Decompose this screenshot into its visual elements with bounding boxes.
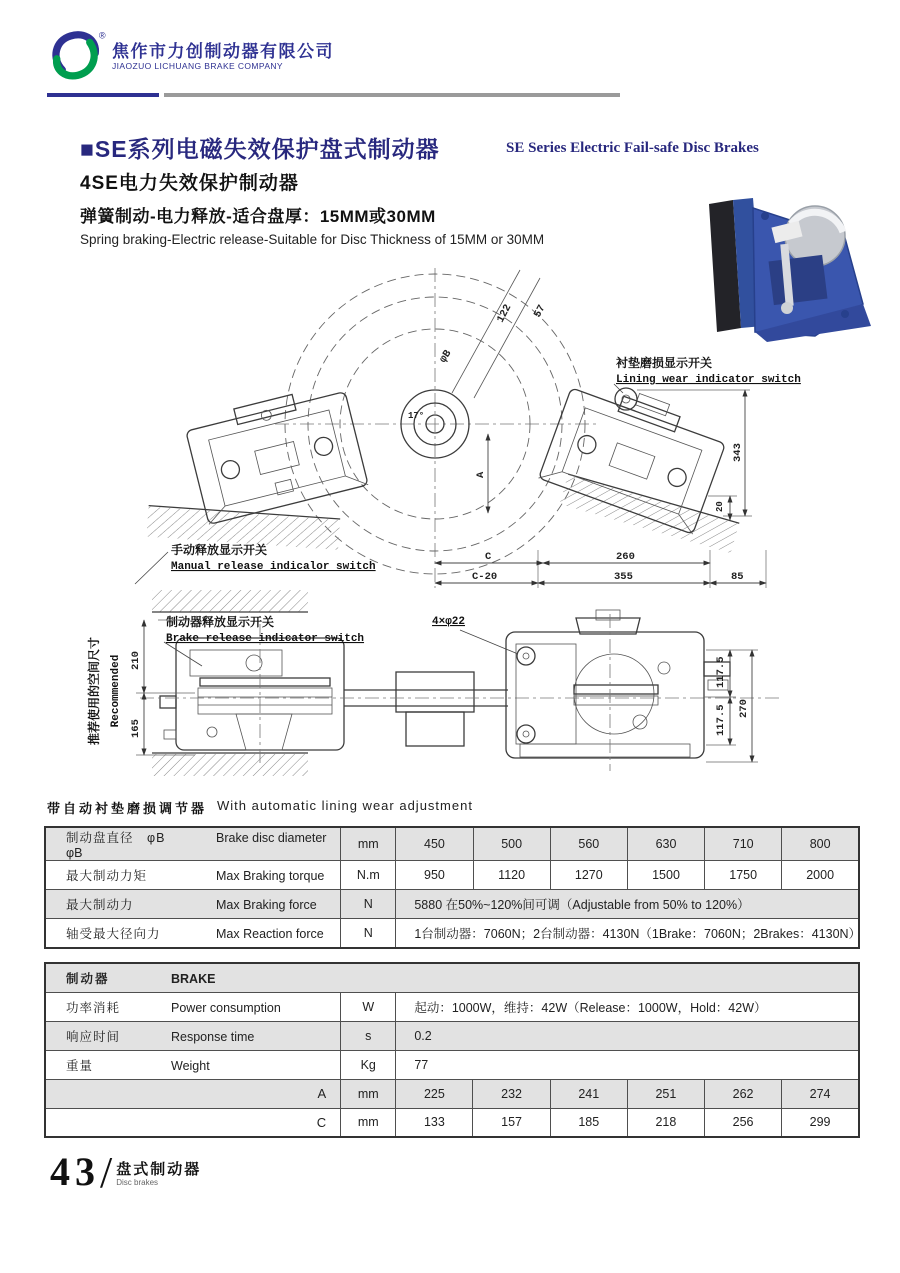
row-label-C: C — [45, 1108, 341, 1137]
header-rule-gray — [164, 93, 620, 97]
series-title-cn: ■SE系列电磁失效保护盘式制动器 — [80, 136, 440, 162]
ground-right — [560, 474, 740, 553]
value-cell: 1120 — [473, 861, 550, 890]
model-title-cn: 4SE电力失效保护制动器 — [80, 173, 299, 194]
dim-270: 270 — [738, 699, 750, 718]
manual-release-label-en: Manual release indicalor switch — [171, 561, 376, 573]
lining-wear-switch — [615, 388, 637, 410]
series-title-en: SE Series Electric Fail-safe Disc Brakes — [506, 140, 759, 156]
unit-cell: N.m — [341, 861, 396, 890]
value-cell: 2000 — [782, 861, 859, 890]
value-cell: 630 — [627, 827, 704, 861]
dim-phiB: φB — [437, 348, 455, 366]
value-cell: 232 — [473, 1079, 550, 1108]
table-row — [45, 890, 859, 919]
manual-release-label-cn: 手动释放显示开关 — [171, 543, 268, 557]
unit-cell: mm — [341, 827, 396, 861]
dim-57: 57 — [531, 303, 549, 320]
value-cell: 800 — [782, 827, 859, 861]
dim-165: 165 — [130, 719, 142, 738]
merged-value-cell: 1台制动器：7060N；2台制动器：4130N（1Brake：7060N；2Brakes：4130N） — [396, 919, 859, 948]
value-cell: 185 — [550, 1108, 627, 1137]
value-cell: 251 — [627, 1079, 704, 1108]
table-row — [45, 827, 859, 861]
row-label: 响应时间 Response time — [45, 1021, 341, 1050]
dim-355: 355 — [614, 571, 633, 583]
recommended-label-en: Recommended — [110, 654, 122, 728]
table-row — [45, 1079, 859, 1108]
dim-A: A — [475, 471, 487, 478]
value-cell: 1500 — [627, 861, 704, 890]
table-row — [45, 1050, 859, 1079]
page-number: 43 — [50, 1149, 100, 1194]
brake-header-cell: 制动器 BRAKE — [45, 963, 859, 992]
value-cell: 950 — [396, 861, 473, 890]
dim-117-bottom: 117.5 — [715, 704, 727, 736]
unit-cell: s — [341, 1021, 396, 1050]
value-cell: 225 — [396, 1079, 473, 1108]
dim-117-top: 117.5 — [715, 656, 727, 688]
table-row — [45, 1021, 859, 1050]
table-row — [45, 1108, 859, 1137]
plan-view — [135, 268, 801, 588]
value-cell: 274 — [782, 1079, 859, 1108]
bolt-holes-label: 4×φ22 — [432, 616, 466, 628]
dim-20: 20 — [715, 501, 725, 512]
unit-cell: W — [341, 992, 396, 1021]
spec-line-en: Spring braking-Electric release-Suitable for Disc Thickness of 15MM or 30MM — [80, 232, 545, 247]
spec-table-2 — [44, 962, 860, 1138]
value-cell: 710 — [705, 827, 782, 861]
row-label-A: A — [45, 1079, 341, 1108]
footer-section-cn: 盘式制动器 — [116, 1161, 202, 1178]
value-cell: 1750 — [705, 861, 782, 890]
logo-green-swirl — [57, 42, 95, 75]
engineering-drawing — [40, 266, 860, 791]
unit-cell: N — [341, 919, 396, 948]
brake-release-label-en: Brake release indicator switch — [166, 633, 365, 645]
value-cell: 262 — [705, 1079, 782, 1108]
footer-section — [116, 1152, 201, 1187]
footer-section-en: Disc brakes — [116, 1178, 159, 1187]
merged-value-cell: 起动：1000W，维持：42W（Release：1000W，Hold：42W） — [396, 992, 859, 1021]
table-row — [45, 861, 859, 890]
header-rule-navy — [47, 93, 159, 97]
auto-adjust-note — [47, 798, 473, 817]
caliper-left-plan — [183, 382, 368, 525]
value-cell: 1270 — [550, 861, 627, 890]
registered-mark: ® — [98, 30, 106, 41]
wall-bottom — [152, 753, 308, 776]
page-footer — [50, 1148, 202, 1197]
merged-value-cell: 77 — [396, 1050, 859, 1079]
merged-value-cell: 5880 在50%~120%间可调（Adjustable from 50% to 120%） — [396, 890, 859, 919]
dim-260: 260 — [616, 551, 635, 563]
dim-angle-17: 17° — [408, 411, 425, 421]
row-label: 制动盘直径 φB Brake disc diameter φB — [45, 827, 341, 861]
company-name-cn: 焦作市力创制动器有限公司 — [112, 42, 334, 61]
value-cell: 560 — [550, 827, 627, 861]
wall-top — [152, 590, 308, 612]
company-name-block — [112, 42, 334, 71]
row-label: 轴受最大径向力 Max Reaction force — [45, 919, 341, 948]
spec-table-1 — [44, 826, 860, 949]
row-label: 重量 Weight — [45, 1050, 341, 1079]
row-label: 功率消耗 Power consumption — [45, 992, 341, 1021]
value-cell: 218 — [627, 1108, 704, 1137]
unit-cell: Kg — [341, 1050, 396, 1079]
disc-shaft — [344, 672, 508, 746]
value-cell: 241 — [550, 1079, 627, 1108]
dim-C: C — [485, 551, 492, 563]
dim-210: 210 — [130, 651, 142, 670]
dim-C20: C-20 — [472, 571, 498, 583]
table-row — [45, 919, 859, 948]
auto-adjust-note-en: With automatic lining wear adjustment — [217, 798, 473, 813]
dim-343: 343 — [732, 443, 744, 462]
table-row — [45, 992, 859, 1021]
brake-disc-spec-table — [44, 826, 860, 949]
value-cell: 256 — [705, 1108, 782, 1137]
unit-cell: mm — [341, 1108, 396, 1137]
lining-wear-label-en: Lining wear indicator switch — [616, 374, 801, 386]
value-cell: 450 — [396, 827, 473, 861]
dim-122: 122 — [494, 302, 515, 325]
unit-cell: N — [341, 890, 396, 919]
brake-left-front — [160, 624, 344, 766]
brake-detail-table — [44, 962, 860, 1138]
unit-cell: mm — [341, 1079, 396, 1108]
value-cell: 500 — [473, 827, 550, 861]
recommended-label-cn: 推荐使用的空间尺寸 — [87, 636, 101, 746]
auto-adjust-note-cn: 带自动衬垫磨损调节器 — [47, 801, 208, 816]
dim-85: 85 — [731, 571, 744, 583]
company-logo — [44, 28, 108, 86]
value-cell: 133 — [396, 1108, 473, 1137]
value-cell: 157 — [473, 1108, 550, 1137]
brake-right-front — [506, 610, 730, 771]
value-cell: 299 — [782, 1108, 859, 1137]
footer-slash: / — [100, 1148, 113, 1197]
row-label: 最大制动力 Max Braking force — [45, 890, 341, 919]
spec-line-cn: 弹簧制动-电力释放-适合盘厚：15MM或30MM — [80, 207, 436, 226]
row-label: 最大制动力矩 Max Braking torque — [45, 861, 341, 890]
lining-wear-label-cn: 衬垫磨损显示开关 — [616, 356, 713, 370]
merged-value-cell: 0.2 — [396, 1021, 859, 1050]
brake-release-label-cn: 制动器释放显示开关 — [166, 615, 275, 629]
company-name-en: JIAOZUO LICHUANG BRAKE COMPANY — [112, 60, 284, 71]
table-header-row — [45, 963, 859, 992]
front-view — [86, 590, 780, 776]
